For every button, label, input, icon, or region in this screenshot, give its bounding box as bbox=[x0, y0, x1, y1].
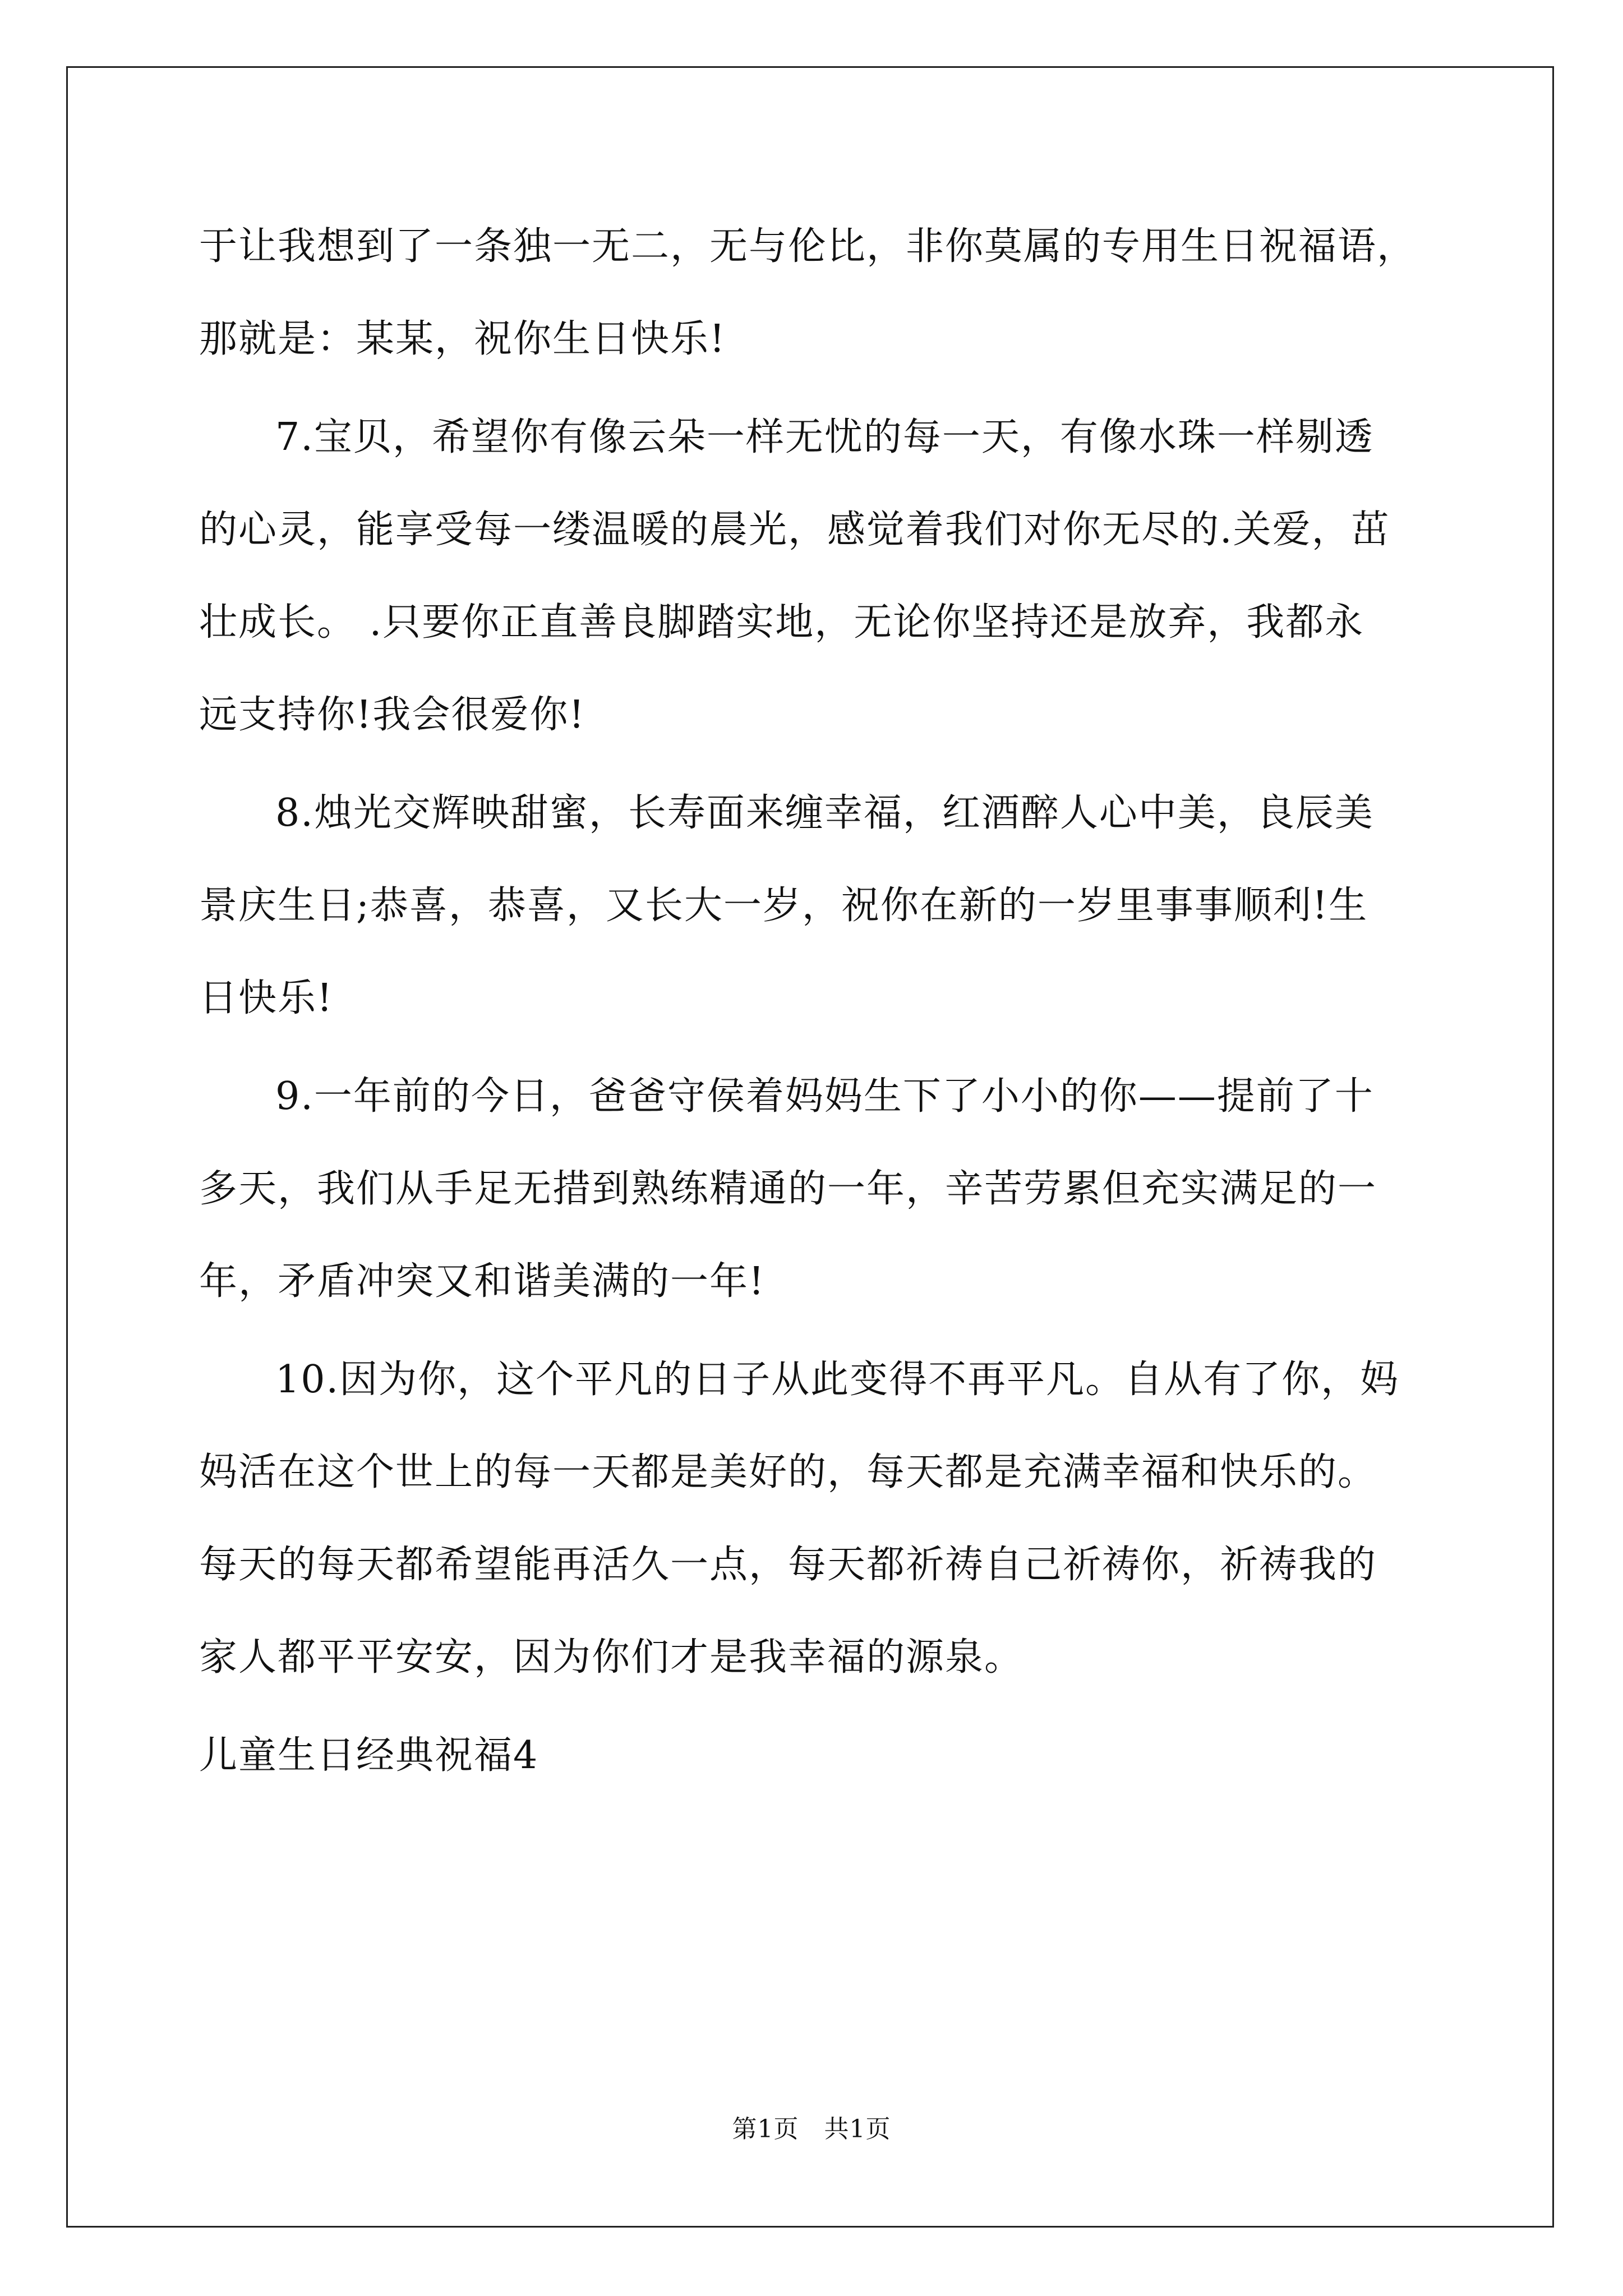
paragraph-9-start: 9.一年前的今日，爸爸守侯着妈妈生下了小小的你——提前了十 bbox=[275, 1074, 1374, 1119]
text-line: 年，矛盾冲突又和谐美满的一年! bbox=[199, 1259, 766, 1304]
text-line: 每天的每天都希望能再活久一点，每天都祈祷自己祈祷你，祈祷我的 bbox=[199, 1543, 1377, 1587]
text-line: 妈活在这个世上的每一天都是美好的，每天都是充满幸福和快乐的。 bbox=[199, 1450, 1377, 1494]
paragraph-8-start: 8.烛光交辉映甜蜜，长寿面来缠幸福，红酒醉人心中美，良辰美 bbox=[275, 791, 1374, 835]
text-line: 壮成长。 .只要你正直善良脚踏实地，无论你坚持还是放弃，我都永 bbox=[199, 600, 1364, 645]
text-line: 远支持你!我会很爱你! bbox=[199, 693, 585, 737]
text-line: 那就是：某某，祝你生日快乐! bbox=[199, 317, 726, 361]
paragraph-10-start: 10.因为你，这个平凡的日子从此变得不再平凡。自从有了你，妈 bbox=[275, 1358, 1400, 1402]
text-line: 于让我想到了一条独一无二，无与伦比，非你莫属的专用生日祝福语， bbox=[199, 224, 1417, 269]
text-line: 日快乐! bbox=[199, 976, 334, 1020]
page-border bbox=[66, 66, 1554, 2228]
text-line: 家人都平平安安，因为你们才是我幸福的源泉。 bbox=[199, 1635, 1024, 1680]
paragraph-7-start: 7.宝贝，希望你有像云朵一样无忧的每一天，有像水珠一样剔透 bbox=[275, 415, 1374, 459]
text-line: 景庆生日;恭喜，恭喜，又长大一岁，祝你在新的一岁里事事顺利!生 bbox=[199, 884, 1368, 928]
page-footer: 第1页 共1页 bbox=[732, 2115, 891, 2143]
text-line: 多天，我们从手足无措到熟练精通的一年，辛苦劳累但充实满足的一 bbox=[199, 1167, 1377, 1211]
section-heading: 儿童生日经典祝福4 bbox=[199, 1733, 539, 1778]
text-line: 的心灵，能享受每一缕温暖的晨光，感觉着我们对你无尽的.关爱，茁 bbox=[199, 508, 1390, 552]
